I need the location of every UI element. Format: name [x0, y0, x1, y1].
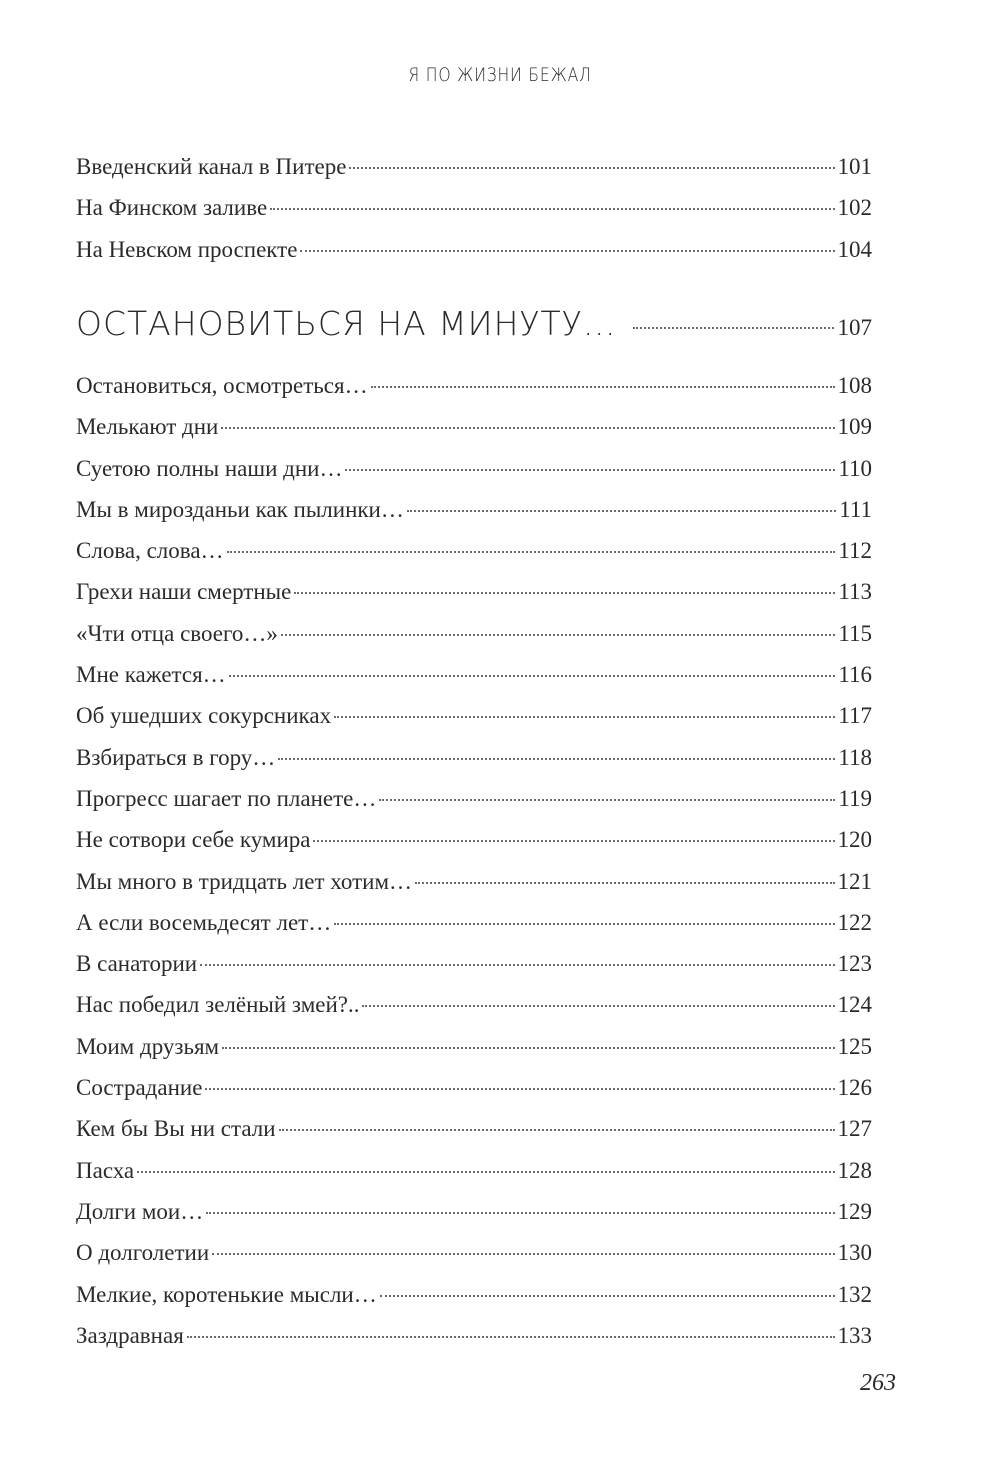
- toc-entry[interactable]: [76, 943, 872, 984]
- toc-entry-title: Нас победил зелёный змей?..: [76, 992, 360, 1018]
- toc-entry-page: 116: [838, 662, 872, 688]
- toc-entry[interactable]: [76, 861, 872, 902]
- toc-entry-title: Мы в мирозданьи как пылинки…: [76, 496, 404, 522]
- toc-entry-title: Грехи наши смертные: [76, 579, 292, 605]
- toc-entry-title: «Чти отца своего…»: [76, 620, 278, 646]
- toc-entry-page: 118: [838, 744, 872, 770]
- toc-entry-page: 111: [839, 496, 872, 522]
- toc-entry[interactable]: [76, 1274, 872, 1315]
- toc-entry[interactable]: [76, 1026, 872, 1067]
- toc-entry[interactable]: [76, 146, 872, 187]
- toc-entry-title: На Невском проспекте: [76, 236, 298, 262]
- dot-leader: [407, 510, 836, 512]
- dot-leader: [222, 1047, 834, 1049]
- toc-entry-title: О долголетии: [76, 1240, 210, 1266]
- dot-leader: [229, 675, 836, 677]
- toc-entry[interactable]: [76, 530, 872, 571]
- toc-entry-title: Заздравная: [76, 1322, 184, 1348]
- toc-entry-title: Не сотвори себе кумира: [76, 827, 311, 853]
- dot-leader: [200, 964, 834, 966]
- dot-leader: [221, 427, 834, 429]
- toc-main-list: [76, 365, 872, 1356]
- dot-leader: [380, 1295, 835, 1297]
- toc-entry-page: 126: [837, 1075, 872, 1101]
- toc-entry-page: 102: [837, 195, 872, 221]
- toc-entry-page: 112: [838, 538, 872, 564]
- toc-entry-page: 117: [838, 703, 872, 729]
- toc-entry-page: 125: [837, 1033, 872, 1059]
- toc-entry-title: Суетою полны наши дни…: [76, 455, 343, 481]
- dot-leader: [187, 1336, 835, 1338]
- toc-entry-page: 127: [837, 1116, 872, 1142]
- section-page: 107: [837, 315, 872, 340]
- dot-leader: [415, 882, 834, 884]
- toc-entry[interactable]: [76, 1315, 872, 1356]
- toc-entry-title: Мелькают дни: [76, 414, 219, 440]
- toc-entry-title: Мы много в тридцать лет хотим…: [76, 868, 413, 894]
- dot-leader: [278, 758, 835, 760]
- toc-entry-title: Сострадание: [76, 1075, 203, 1101]
- section-title: ОСТАНОВИТЬСЯ НА МИНУТУ…: [76, 304, 617, 343]
- section-heading[interactable]: [76, 304, 872, 343]
- page-number: 263: [860, 1370, 896, 1396]
- toc-entry[interactable]: [76, 1232, 872, 1273]
- dot-leader: [281, 634, 836, 636]
- toc-entry[interactable]: [76, 1108, 872, 1149]
- dot-leader: [334, 923, 834, 925]
- toc-entry-page: 113: [838, 579, 872, 605]
- dot-leader: [345, 469, 835, 471]
- toc-entry[interactable]: [76, 819, 872, 860]
- toc-entry-title: Мне кажется…: [76, 662, 226, 688]
- dot-leader: [371, 386, 835, 388]
- toc-entry[interactable]: [76, 365, 872, 406]
- toc-entry-title: Об ушедших сокурсниках: [76, 703, 332, 729]
- dot-leader: [279, 1129, 835, 1131]
- toc-entry[interactable]: [76, 984, 872, 1025]
- dot-leader: [633, 327, 834, 329]
- toc-entry-page: 104: [837, 236, 872, 262]
- dot-leader: [362, 1005, 834, 1007]
- toc-entry-title: Долги мои…: [76, 1198, 204, 1224]
- dot-leader: [379, 799, 835, 801]
- toc-entry[interactable]: [76, 654, 872, 695]
- dot-leader: [227, 551, 836, 553]
- toc-entry-title: А если восемьдесят лет…: [76, 909, 332, 935]
- toc-entry[interactable]: [76, 778, 872, 819]
- toc-entry-page: 101: [837, 154, 872, 179]
- toc-entry-page: 128: [837, 1157, 872, 1183]
- toc-top-list: [76, 146, 872, 270]
- dot-leader: [334, 716, 835, 718]
- toc-entry[interactable]: [76, 1150, 872, 1191]
- dot-leader: [313, 840, 834, 842]
- toc-entry[interactable]: [76, 737, 872, 778]
- toc-entry-page: 129: [837, 1198, 872, 1224]
- toc-entry[interactable]: [76, 695, 872, 736]
- toc-entry[interactable]: [76, 229, 872, 270]
- toc-entry-title: Введенский канал в Питере: [76, 154, 347, 179]
- toc-entry-title: Кем бы Вы ни стали: [76, 1116, 276, 1142]
- toc-entry-title: Взбираться в гору…: [76, 744, 276, 770]
- toc-entry-page: 109: [837, 414, 872, 440]
- toc-entry[interactable]: [76, 1191, 872, 1232]
- toc-entry-page: 122: [837, 909, 872, 935]
- dot-leader: [137, 1171, 834, 1173]
- toc-entry-title: Моим друзьям: [76, 1033, 220, 1059]
- toc-entry[interactable]: [76, 571, 872, 612]
- toc-entry-title: Мелкие, коротенькие мысли…: [76, 1281, 377, 1307]
- running-header: Я ПО ЖИЗНИ БЕЖАЛ: [408, 64, 592, 86]
- toc-entry-page: 110: [838, 455, 872, 481]
- toc-entry-page: 132: [837, 1281, 872, 1307]
- toc-entry-page: 130: [837, 1240, 872, 1266]
- toc-entry[interactable]: [76, 613, 872, 654]
- toc-entry-title: Остановиться, осмотреться…: [76, 373, 368, 398]
- dot-leader: [294, 592, 835, 594]
- dot-leader: [270, 208, 834, 210]
- dot-leader: [206, 1212, 834, 1214]
- toc-entry-title: На Финском заливе: [76, 195, 268, 221]
- toc-entry-title: Прогресс шагает по планете…: [76, 785, 377, 811]
- toc-entry-page: 124: [837, 992, 872, 1018]
- toc-entry-page: 121: [837, 868, 872, 894]
- toc-entry[interactable]: [76, 489, 872, 530]
- dot-leader: [212, 1253, 834, 1255]
- dot-leader: [205, 1088, 834, 1090]
- toc-entry-page: 108: [837, 373, 872, 398]
- toc-entry[interactable]: [76, 406, 872, 447]
- dot-leader: [349, 167, 834, 169]
- toc-entry[interactable]: [76, 902, 872, 943]
- toc-entry-title: В санатории: [76, 951, 198, 977]
- toc-entry-title: Слова, слова…: [76, 538, 224, 564]
- toc-entry-page: 133: [837, 1322, 872, 1348]
- toc-entry[interactable]: [76, 1067, 872, 1108]
- toc-entry-title: Пасха: [76, 1157, 135, 1183]
- toc-entry-page: 120: [837, 827, 872, 853]
- toc-entry[interactable]: [76, 187, 872, 228]
- toc-entry-page: 115: [838, 620, 872, 646]
- toc-entry-page: 119: [838, 785, 872, 811]
- toc-entry-page: 123: [837, 951, 872, 977]
- toc-entry[interactable]: [76, 448, 872, 489]
- dot-leader: [300, 250, 834, 252]
